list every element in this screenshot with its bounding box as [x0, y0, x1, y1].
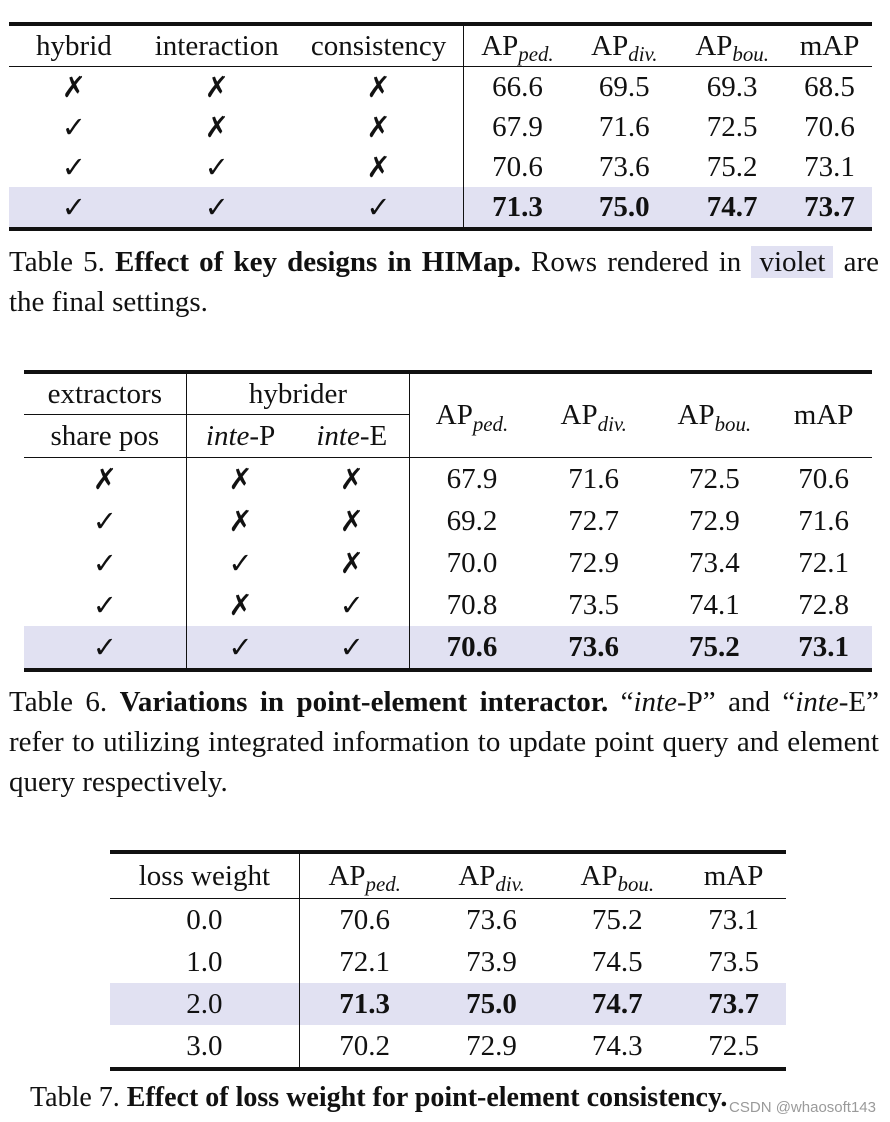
- header-map: mAP: [787, 24, 872, 67]
- header-hybrid: hybrid: [9, 24, 139, 67]
- cell-ap-bou: 72.5: [688, 462, 740, 495]
- caption-text-1: -P” and “: [677, 686, 796, 718]
- header-inte-e-suffix: -E: [359, 419, 388, 452]
- cell-ap-bou: 72.9: [688, 504, 740, 537]
- cell-ap-bou: 74.7: [677, 187, 787, 229]
- cell-hybrid: ✓: [61, 110, 87, 144]
- header-consistency: consistency: [295, 24, 463, 67]
- header-ap-div-sub: div.: [628, 42, 658, 67]
- cell-map: 71.6: [798, 504, 849, 537]
- cell-share-pos: ✓: [92, 588, 117, 622]
- header-extractors: extractors: [24, 372, 186, 415]
- table-5-header-row: [9, 24, 872, 67]
- header-inte-e-italic: inte: [316, 419, 360, 452]
- header-share-pos: share pos: [24, 415, 186, 458]
- header-ap-div-main: AP: [458, 859, 496, 892]
- caption-title: Variations in point-element interactor.: [119, 686, 609, 718]
- table-7-header-row: [110, 852, 786, 899]
- cell-map: 72.5: [708, 1029, 759, 1062]
- header-ap-ped-sub: ped.: [472, 411, 509, 436]
- cell-map: 72.8: [798, 588, 849, 621]
- caption-label: Table 7.: [30, 1082, 120, 1113]
- cell-ap-div: 73.6: [466, 903, 517, 936]
- caption-title: Effect of key designs in HIMap.: [115, 246, 521, 278]
- cell-ap-ped: 70.6: [463, 147, 571, 187]
- cell-consistency: ✓: [295, 187, 463, 229]
- cell-consistency: ✗: [366, 110, 391, 144]
- cell-interaction: ✗: [204, 110, 229, 144]
- header-inte-p-italic: inte: [205, 419, 250, 452]
- caption-inte-italic-2: inte: [795, 686, 839, 718]
- table-row: [110, 941, 786, 983]
- cell-map: 73.1: [804, 150, 855, 183]
- cell-inte-p: ✓: [186, 542, 294, 584]
- cell-ap-ped: 70.0: [410, 542, 534, 584]
- header-ap-bou-sub: bou.: [732, 42, 769, 67]
- table-row: [24, 500, 872, 542]
- cell-map: 72.1: [798, 546, 849, 579]
- cell-ap-bou: 73.4: [688, 546, 740, 579]
- cell-ap-bou: 72.5: [706, 110, 758, 143]
- table-6-header-row-1: [24, 372, 872, 415]
- cell-ap-div: 75.0: [430, 983, 554, 1025]
- cell-ap-bou: 75.2: [654, 626, 776, 670]
- table-row: [24, 542, 872, 584]
- header-ap-div-sub: div.: [495, 872, 525, 897]
- table-6-caption: [9, 682, 879, 802]
- cell-inte-p: ✗: [186, 500, 294, 542]
- header-ap-ped-main: AP: [435, 399, 473, 431]
- header-interaction: interaction: [139, 24, 295, 67]
- cell-share-pos: ✓: [92, 546, 117, 580]
- watermark: CSDN @whaosoft143: [729, 1099, 876, 1116]
- cell-ap-ped: 70.6: [410, 626, 534, 670]
- table-6: [24, 370, 872, 672]
- table-row: [24, 584, 872, 626]
- table-row: [110, 1025, 786, 1069]
- cell-inte-p: ✗: [186, 584, 294, 626]
- cell-ap-ped: 70.8: [410, 584, 534, 626]
- header-ap-bou: [654, 372, 776, 458]
- cell-inte-e: ✓: [294, 626, 409, 670]
- cell-ap-div: 73.9: [466, 945, 517, 978]
- cell-ap-div: 69.5: [598, 70, 650, 103]
- cell-loss-weight: 1.0: [186, 945, 223, 978]
- header-map: mAP: [681, 852, 786, 899]
- cell-inte-e: ✗: [339, 546, 364, 580]
- caption-text: Rows rendered in: [531, 246, 742, 278]
- cell-hybrid: ✓: [9, 187, 139, 229]
- cell-inte-e: ✗: [339, 462, 364, 496]
- header-hybrider: hybrider: [186, 372, 409, 415]
- header-ap-div: [430, 852, 554, 899]
- caption-highlight-swatch: violet: [751, 246, 833, 278]
- caption-label: Table 6.: [9, 686, 108, 718]
- cell-map: 73.1: [775, 626, 872, 670]
- table-row: [9, 67, 872, 108]
- cell-interaction: ✗: [204, 70, 229, 104]
- cell-share-pos: ✓: [92, 504, 117, 538]
- table-row-highlighted: [110, 983, 786, 1025]
- cell-ap-div: 71.6: [568, 462, 620, 495]
- header-ap-div-main: AP: [591, 29, 629, 62]
- table-5-caption: [9, 242, 879, 322]
- header-inte-p: [186, 415, 294, 458]
- cell-ap-bou: 74.5: [591, 945, 643, 978]
- caption-quote-open: “: [620, 686, 634, 718]
- cell-inte-p: ✗: [186, 458, 294, 501]
- cell-map: 68.5: [804, 70, 855, 103]
- cell-map: 70.6: [798, 462, 849, 495]
- header-loss-weight: loss weight: [110, 852, 299, 899]
- header-ap-div-sub: div.: [597, 411, 627, 436]
- cell-map: 73.1: [708, 903, 759, 936]
- header-ap-div-main: AP: [560, 399, 598, 431]
- caption-inte-italic-1: inte: [633, 686, 677, 718]
- table-row: [24, 458, 872, 501]
- header-ap-bou-sub: bou.: [714, 411, 752, 436]
- cell-ap-div: 73.6: [534, 626, 654, 670]
- header-map: mAP: [775, 372, 872, 458]
- header-ap-bou-main: AP: [677, 399, 715, 431]
- cell-map: 73.5: [708, 945, 759, 978]
- caption-label: Table 5.: [9, 246, 105, 278]
- header-ap-ped: [410, 372, 534, 458]
- cell-ap-bou: 69.3: [706, 70, 758, 103]
- cell-loss-weight: 3.0: [186, 1029, 223, 1062]
- cell-ap-div: 71.6: [598, 110, 650, 143]
- cell-ap-div: 72.7: [568, 504, 620, 537]
- table-row: [9, 107, 872, 147]
- table-row-highlighted: [9, 187, 872, 229]
- cell-ap-div: 75.0: [571, 187, 677, 229]
- cell-ap-ped: 71.3: [463, 187, 571, 229]
- cell-ap-ped: 70.6: [299, 899, 429, 942]
- header-ap-ped-sub: ped.: [365, 872, 401, 897]
- cell-ap-bou: 74.7: [553, 983, 681, 1025]
- cell-ap-div: 73.5: [568, 588, 620, 621]
- table-7: [110, 850, 786, 1071]
- header-ap-ped-main: AP: [328, 859, 366, 892]
- cell-inte-e: ✗: [339, 504, 364, 538]
- cell-ap-bou: 74.3: [591, 1029, 643, 1062]
- cell-ap-ped: 71.3: [299, 983, 429, 1025]
- cell-ap-ped: 72.1: [299, 941, 429, 983]
- header-ap-bou-sub: bou.: [617, 872, 655, 897]
- cell-consistency: ✗: [366, 70, 391, 104]
- cell-ap-ped: 69.2: [410, 500, 534, 542]
- header-ap-div: [534, 372, 654, 458]
- cell-ap-bou: 74.1: [688, 588, 740, 621]
- cell-ap-ped: 67.9: [463, 107, 571, 147]
- cell-map: 70.6: [804, 110, 855, 143]
- cell-hybrid: ✓: [61, 150, 87, 184]
- cell-inte-p: ✓: [186, 626, 294, 670]
- cell-ap-ped: 70.2: [299, 1025, 429, 1069]
- cell-interaction: ✓: [139, 187, 295, 229]
- cell-loss-weight: 0.0: [186, 903, 223, 936]
- header-ap-ped-sub: ped.: [518, 42, 554, 67]
- cell-map: 73.7: [681, 983, 786, 1025]
- header-ap-bou-main: AP: [695, 29, 733, 62]
- cell-ap-div: 72.9: [466, 1029, 517, 1062]
- header-inte-e: [294, 415, 409, 458]
- table-row: [9, 147, 872, 187]
- cell-share-pos: ✓: [24, 626, 186, 670]
- cell-interaction: ✓: [204, 150, 229, 184]
- header-ap-ped: [299, 852, 429, 899]
- table-5: [9, 22, 872, 231]
- cell-ap-ped: 67.9: [410, 458, 534, 501]
- header-ap-ped-main: AP: [481, 29, 519, 62]
- cell-ap-div: 73.6: [598, 150, 650, 183]
- header-ap-div: [571, 24, 677, 67]
- cell-ap-bou: 75.2: [591, 903, 643, 936]
- cell-loss-weight: 2.0: [110, 983, 299, 1025]
- table-row: [110, 899, 786, 942]
- cell-share-pos: ✗: [92, 462, 117, 496]
- caption-text-end: are the final settings.: [9, 246, 880, 318]
- table-row-highlighted: [24, 626, 872, 670]
- caption-title: Effect of loss weight for point-element consistency.: [126, 1082, 728, 1113]
- header-inte-p-suffix: -P: [249, 419, 276, 452]
- cell-ap-div: 72.9: [568, 546, 620, 579]
- header-ap-bou: [677, 24, 787, 67]
- cell-consistency: ✗: [366, 150, 391, 184]
- cell-inte-e: ✓: [339, 588, 364, 622]
- header-ap-ped: [463, 24, 571, 67]
- header-ap-bou-main: AP: [580, 859, 618, 892]
- cell-ap-bou: 75.2: [706, 150, 758, 183]
- cell-ap-ped: 66.6: [463, 67, 571, 108]
- caption-text-2: -E” refer to utilizing integrated information to update point query and element query respectively.: [9, 686, 879, 798]
- cell-hybrid: ✗: [61, 70, 87, 104]
- header-ap-bou: [553, 852, 681, 899]
- cell-map: 73.7: [787, 187, 872, 229]
